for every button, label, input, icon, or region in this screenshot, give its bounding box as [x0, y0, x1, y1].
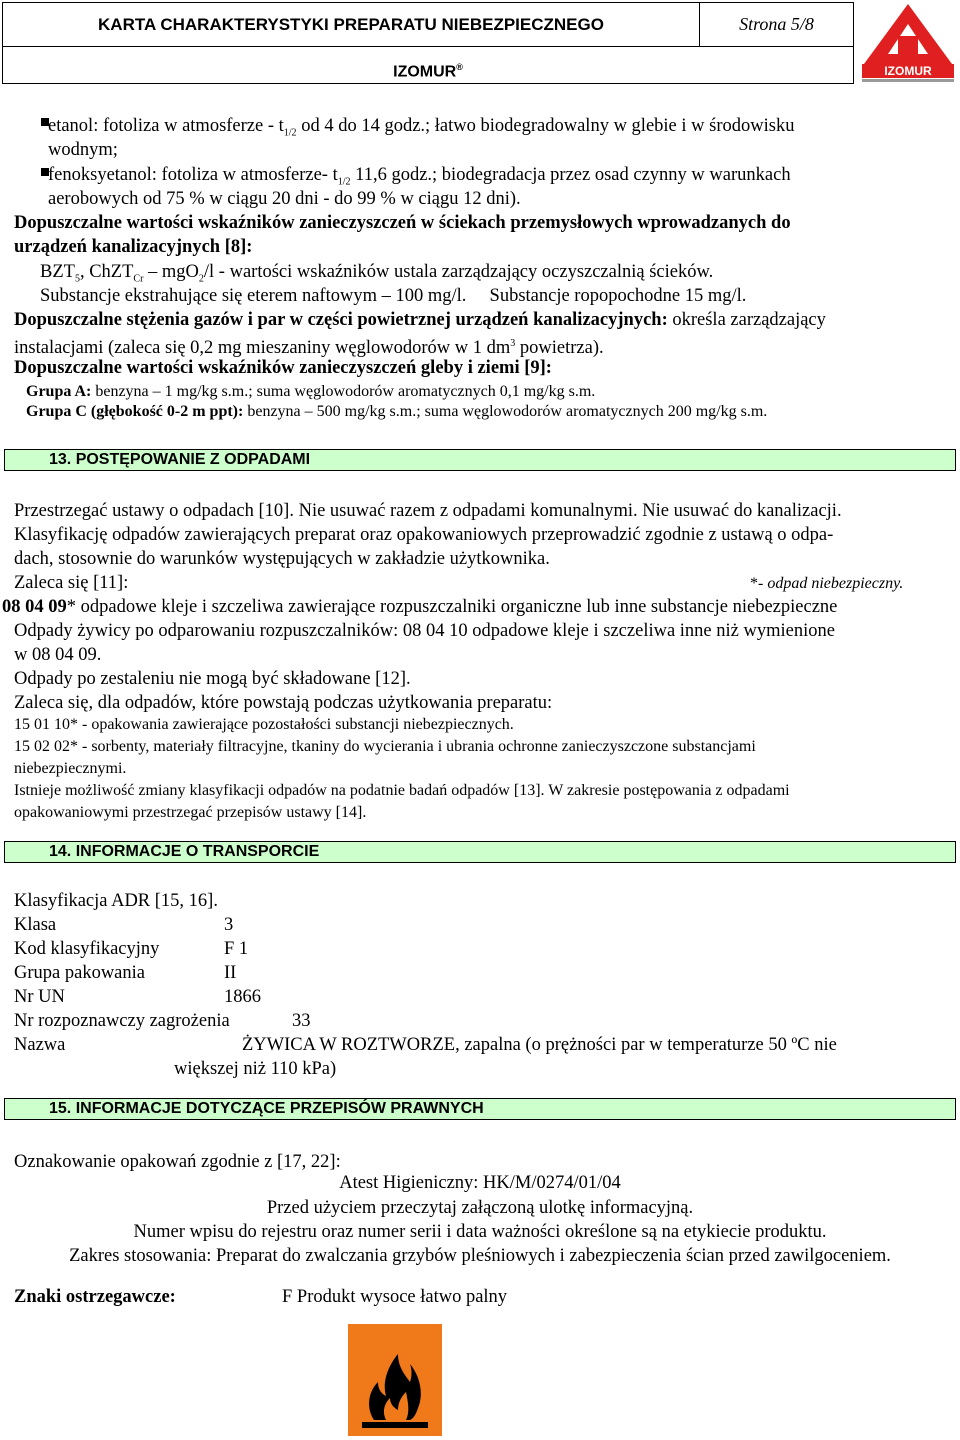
hygiene-certificate: Atest Higieniczny: HK/M/0274/01/04 [339, 1173, 621, 1193]
group-a-line [26, 381, 595, 403]
transport-label-hazard: Nr rozpoznawczy zagrożenia [14, 1011, 230, 1031]
chzt-sub: Cr [133, 273, 144, 285]
bzt-description: /l - wartości wskaźników ustala zarządzający oczyszczalnią ścieków. [203, 262, 714, 282]
transport-value-class: 3 [224, 915, 234, 935]
registered-mark: ® [456, 62, 463, 72]
flammable-pictogram-icon [348, 1324, 442, 1436]
document-title: KARTA CHARAKTERYSTYKI PREPARATU NIEBEZPIECZNEGO [3, 3, 700, 46]
transport-value-un: 1866 [224, 987, 261, 1007]
waste-law-text: Przestrzegać ustawy o odpadach [10]. Nie usuwać razem z odpadami komunalnymi. Nie usuwać do kanalizacji. [14, 501, 842, 521]
document-header [2, 2, 854, 84]
resin-waste-line2: w 08 04 09. [14, 645, 102, 665]
half-life-sub: 1/2 [283, 127, 297, 139]
transport-label-code: Kod klasyfikacyjny [14, 939, 160, 959]
page-number: Strona 5/8 [739, 14, 814, 34]
gas-limits-line1 [14, 309, 826, 331]
wastewater-heading-line1: Dopuszczalne wartości wskaźników zanieczyszczeń w ściekach przemysłowych wprowadzanych do [14, 213, 791, 233]
register-notice: Numer wpisu do rejestru oraz numer serii i data ważności określone są na etykiecie produktu. [133, 1222, 827, 1242]
transport-value-hazard: 33 [292, 1011, 311, 1031]
bullet-ethanol-line2: wodnym; [48, 140, 118, 160]
logo-text: IZOMUR [884, 64, 932, 78]
waste-classification-line2: dach, stosownie do warunków występujących w zakładzie użytkownika. [14, 549, 550, 569]
recommend-label: Zaleca się [11]: [14, 573, 129, 593]
resin-waste-line1: Odpady żywicy po odparowaniu rozpuszczalników: 08 04 10 odpadowe kleje i szczeliwa inne niż wymienione [14, 621, 835, 641]
product-name: IZOMUR [393, 63, 457, 81]
transport-name-line2: większej niż 110 kPa) [174, 1059, 337, 1079]
izomur-logo [860, 2, 956, 84]
group-a-text: benzyna – 1 mg/kg s.m.; suma węglowodorów aromatycznych 0,1 mg/kg s.m. [91, 383, 596, 400]
classification-change-line1: Istnieje możliwość zmiany klasyfikacji odpadów na podatnie badań odpadów [13]. W zakresie postępowania z odpadami [14, 782, 790, 799]
waste-classification-line1: Klasyfikację odpadów zawierających preparat oraz opakowaniowych przeprowadzić zgodnie z ustawą o odpa- [14, 525, 834, 545]
gas-limits-line2 [14, 333, 604, 359]
waste-code: 08 04 09 [2, 597, 67, 617]
flame-base [362, 1422, 428, 1428]
logo-center-block [898, 36, 918, 54]
gas-limits-text: określa zarządzający [667, 310, 826, 330]
chzt-text: , ChZT [79, 262, 134, 282]
ethanol-text-cont: od 4 do 14 godz.; łatwo biodegradowalny w glebie i w środowisku [296, 116, 795, 136]
transport-value-code: F 1 [224, 939, 249, 959]
phenoxyethanol-text-cont: 11,6 godz.; biodegradacja przez osad czynny w warunkach [350, 165, 791, 185]
bzt-text: BZT [40, 262, 75, 282]
wastewater-heading-line2: urządzeń kanalizacyjnych [8]: [14, 237, 253, 257]
bzt-sub: 5 [74, 273, 80, 285]
recommend-usage: Zaleca się, dla odpadów, które powstają podczas użytkowania preparatu: [14, 693, 553, 713]
warning-signs-value: F Produkt wysoce łatwo palny [282, 1287, 508, 1307]
product-name-row [3, 47, 853, 83]
solidified-waste: Odpady po zestaleniu nie mogą być składowane [12]. [14, 669, 411, 689]
section-13-header: 13. POSTĘPOWANIE Z ODPADAMI [4, 449, 956, 471]
marking-text: Oznakowanie opakowań zgodnie z [17, 22]: [14, 1152, 341, 1172]
transport-value-packing: II [224, 963, 237, 983]
group-c-line [26, 401, 767, 423]
transport-name-line1: ŻYWICA W ROZTWORZE, zapalna (o prężności par w temperaturze 50 ºC nie [242, 1035, 837, 1055]
mgo-text: – mgO [143, 262, 199, 282]
leaflet-notice: Przed użyciem przeczytaj załączoną ulotkę informacyjną. [266, 1198, 694, 1218]
transport-label-un: Nr UN [14, 987, 65, 1007]
substances-limits: Substancje ekstrahujące się eterem naftowym – 100 mg/l. Substancje ropopochodne 15 mg/l. [40, 286, 747, 306]
hazardous-note [750, 573, 903, 595]
waste-code-150202-line2: niebezpiecznymi. [14, 760, 127, 777]
group-a-label: Grupa A: [26, 383, 92, 400]
waste-code-150202-line1: 15 02 02* - sorbenty, materiały filtracyjne, tkaniny do wycierania i ubrania ochronne zanieczyszczone substancjami [14, 738, 756, 755]
note-text: odpad niebezpieczny. [763, 575, 904, 592]
note-star: *- [750, 575, 764, 592]
header-row [3, 3, 853, 47]
transport-label-class: Klasa [14, 915, 57, 935]
adr-classification: Klasyfikacja ADR [15, 16]. [14, 891, 218, 911]
gas-limits-text-end: powietrza). [515, 338, 604, 359]
bullet-ethanol [48, 115, 794, 145]
group-c-text: benzyna – 500 mg/kg s.m.; suma węglowodorów aromatycznych 200 mg/kg s.m. [243, 403, 768, 420]
soil-heading: Dopuszczalne wartości wskaźników zanieczyszczeń gleby i ziemi [9]: [14, 358, 552, 378]
bullet-phenoxyethanol-line2: aerobowych od 75 % w ciągu 20 dni - do 99 % w ciągu 12 dni). [48, 189, 521, 209]
waste-code-080409 [2, 596, 837, 618]
gas-limits-text: instalacjami (zaleca się 0,2 mg mieszaniny węglowodorów w 1 dm [14, 338, 511, 359]
section-14-header: 14. INFORMACJE O TRANSPORCIE [4, 841, 956, 863]
waste-code-desc: * odpadowe kleje i szczeliwa zawierające rozpuszczalniki organiczne lub inne substancje niebezpieczne [66, 597, 838, 617]
half-life-sub: 1/2 [337, 176, 351, 188]
group-c-label: Grupa C (głębokość 0-2 m ppt): [26, 403, 244, 420]
ethanol-text: etanol: fotoliza w atmosferze - t [48, 116, 284, 136]
classification-change-line2: opakowaniowymi przestrzegać przepisów ustawy [14]. [14, 804, 367, 821]
transport-label-packing: Grupa pakowania [14, 963, 145, 983]
waste-code-150110: 15 01 10* - opakowania zawierające pozostałości substancji niebezpiecznych. [14, 716, 514, 733]
transport-label-name: Nazwa [14, 1035, 66, 1055]
warning-signs-label: Znaki ostrzegawcze: [14, 1287, 176, 1307]
logo-underline [862, 79, 954, 82]
application-scope: Zakres stosowania: Preparat do zwalczania grzybów pleśniowych i zabezpieczenia ścian przed zawilgoceniem. [69, 1246, 891, 1266]
gas-limits-heading: Dopuszczalne stężenia gazów i par w części powietrznej urządzeń kanalizacyjnych: [14, 310, 668, 330]
o2-sub: 2 [198, 273, 204, 285]
phenoxyethanol-text: fenoksyetanol: fotoliza w atmosferze- t [48, 165, 338, 185]
section-15-header: 15. INFORMACJE DOTYCZĄCE PRZEPISÓW PRAWNYCH [4, 1098, 956, 1120]
dm3-sup: 3 [510, 338, 516, 349]
